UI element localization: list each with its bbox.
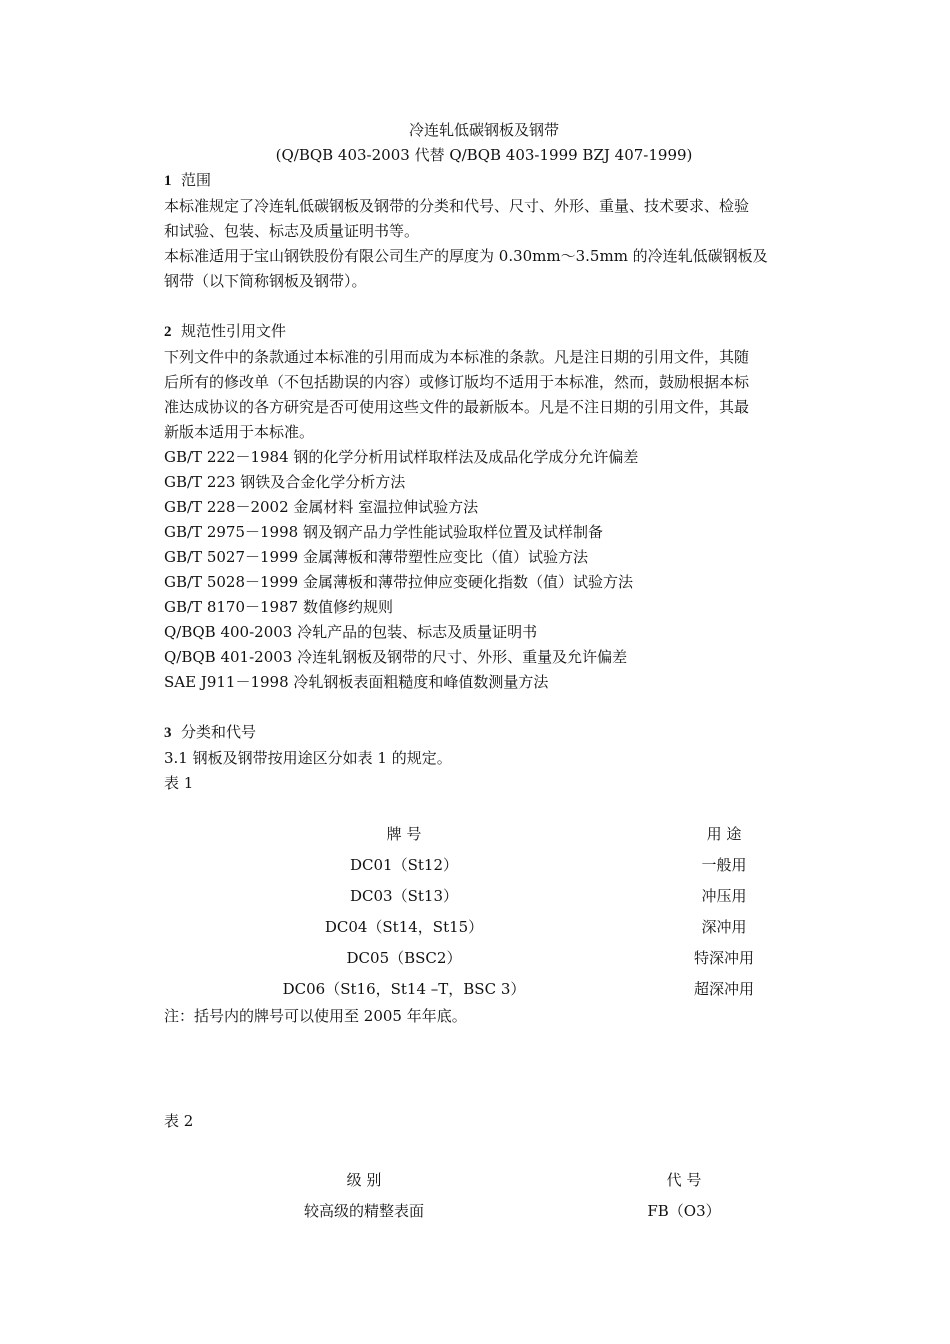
spacer (164, 1029, 804, 1109)
cell-level: 较高级的精整表面 (303, 1202, 424, 1220)
section-1-paragraph-line: 本标准适用于宝山钢铁股份有限公司生产的厚度为 0.30mm～3.5mm 的冷连轧低碳钢板及 (164, 247, 768, 265)
table-row (164, 973, 804, 1004)
section-1-paragraph-line: 和试验、包装、标志及质量证明书等。 (164, 222, 420, 240)
cell-usage: 超深冲用 (693, 980, 754, 998)
section-2-heading (164, 319, 804, 345)
column-header-level: 级 别 (346, 1171, 382, 1189)
section-1-title: 范围 (181, 171, 212, 189)
table-row (164, 911, 804, 942)
cell-grade: DC06（St16，St14 –T，BSC 3） (282, 980, 526, 998)
section-3-number: 3 (164, 725, 172, 741)
section-1-number: 1 (164, 173, 172, 189)
section-3-title: 分类和代号 (181, 723, 257, 741)
cell-usage: 特深冲用 (693, 949, 754, 967)
column-header-usage: 用 途 (706, 825, 742, 843)
section-2-paragraph-line: 后所有的修改单（不包括勘误的内容）或修订版均不适用于本标准，然而，鼓励根据本标 (164, 373, 750, 391)
table-row (164, 1195, 804, 1226)
reference-item: SAE J911－1998 冷轧钢板表面粗糙度和峰值数测量方法 (164, 673, 549, 691)
section-2-paragraph-line: 新版本适用于本标准。 (164, 423, 315, 441)
table-1-note: 注：括号内的牌号可以使用至 2005 年年底。 (164, 1007, 467, 1025)
clause-3-1: 3.1 钢板及钢带按用途区分如表 1 的规定。 (164, 749, 452, 767)
section-2-title: 规范性引用文件 (181, 322, 287, 340)
reference-item: GB/T 5028－1999 金属薄板和薄带拉伸应变硬化指数（值）试验方法 (164, 573, 633, 591)
table-row (164, 849, 804, 880)
cell-grade: DC03（St13） (350, 887, 458, 905)
cell-usage: 深冲用 (701, 918, 747, 936)
cell-grade: DC01（St12） (350, 856, 458, 874)
table-1 (164, 818, 804, 1004)
reference-item: Q/BQB 401-2003 冷连轧钢板及钢带的尺寸、外形、重量及允许偏差 (164, 648, 628, 666)
table-header-row (164, 1164, 804, 1195)
document-page (164, 118, 804, 1226)
reference-item: GB/T 8170－1987 数值修约规则 (164, 598, 393, 616)
reference-item: GB/T 5027－1999 金属薄板和薄带塑性应变比（值）试验方法 (164, 548, 588, 566)
document-title: 冷连轧低碳钢板及钢带 (408, 121, 559, 139)
table-row (164, 942, 804, 973)
spacer (164, 294, 804, 319)
table-2 (164, 1164, 804, 1226)
section-1-paragraph-line: 钢带（以下简称钢板及钢带）。 (164, 272, 367, 290)
section-3-heading (164, 720, 804, 746)
reference-item: GB/T 228－2002 金属材料 室温拉伸试验方法 (164, 498, 479, 516)
table-header-row (164, 818, 804, 849)
reference-item: GB/T 222－1984 钢的化学分析用试样取样法及成品化学成分允许偏差 (164, 448, 639, 466)
section-2-paragraph-line: 准达成协议的各方研究是否可使用这些文件的最新版本。凡是不注日期的引用文件，其最 (164, 398, 750, 416)
table-2-caption: 表 2 (164, 1112, 194, 1130)
table-row (164, 880, 804, 911)
section-2-number: 2 (164, 324, 172, 340)
cell-grade: DC05（BSC2） (346, 949, 462, 967)
reference-item: GB/T 223 钢铁及合金化学分析方法 (164, 473, 406, 491)
cell-usage: 一般用 (701, 856, 747, 874)
section-1-paragraph-line: 本标准规定了冷连轧低碳钢板及钢带的分类和代号、尺寸、外形、重量、技术要求、检验 (164, 197, 750, 215)
table-1-caption: 表 1 (164, 774, 194, 792)
document-subtitle: (Q/BQB 403-2003 代替 Q/BQB 403-1999 BZJ 407-1999) (275, 146, 693, 164)
reference-item: Q/BQB 400-2003 冷轧产品的包装、标志及质量证明书 (164, 623, 538, 641)
cell-grade: DC04（St14，St15） (324, 918, 484, 936)
reference-item: GB/T 2975－1998 钢及钢产品力学性能试验取样位置及试样制备 (164, 523, 603, 541)
section-1-heading (164, 168, 804, 194)
cell-code: FB（O3） (647, 1202, 721, 1220)
column-header-code: 代 号 (666, 1171, 702, 1189)
column-header-grade: 牌 号 (386, 825, 422, 843)
section-2-paragraph-line: 下列文件中的条款通过本标准的引用而成为本标准的条款。凡是注日期的引用文件，其随 (164, 348, 750, 366)
cell-usage: 冲压用 (701, 887, 747, 905)
spacer (164, 695, 804, 720)
